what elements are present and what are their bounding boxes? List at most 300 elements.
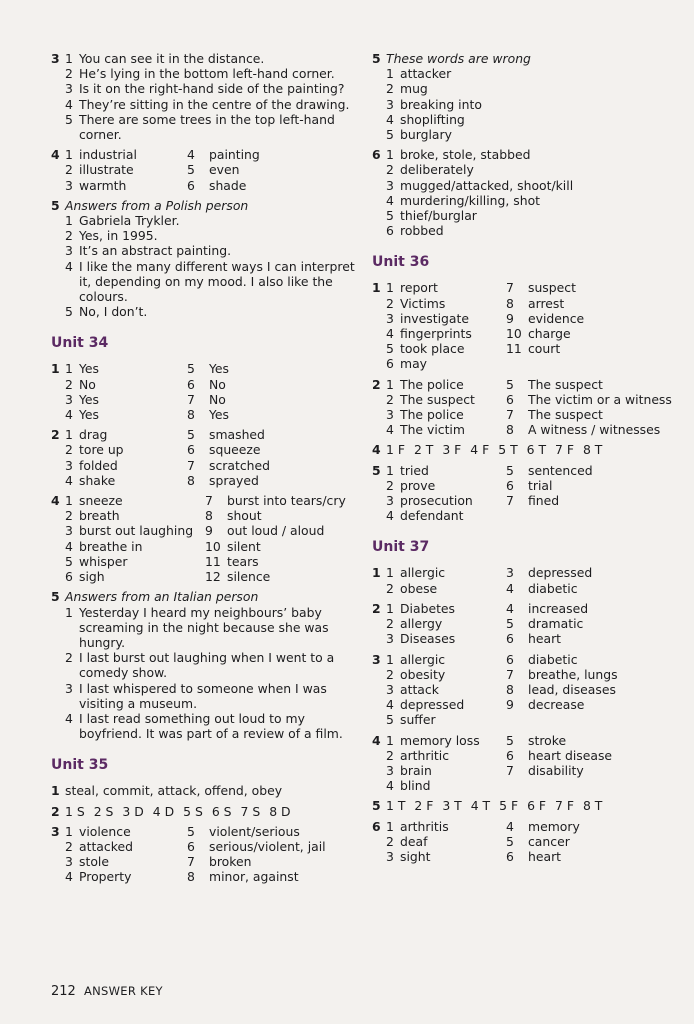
exercise-u37-3: [372, 652, 682, 728]
answer-item: [65, 508, 205, 523]
answer-text: It’s an abstract painting.: [79, 243, 232, 259]
answer-number: 1: [386, 280, 394, 296]
answer-text: report: [400, 280, 438, 296]
answer-item: 6 S: [211, 803, 232, 819]
answer-number: 2: [386, 295, 394, 311]
answer-text: No: [79, 376, 96, 392]
answer-text: Yes: [209, 361, 230, 377]
answer-item: [386, 748, 506, 763]
exercise-u35-5: [372, 51, 682, 142]
answer-text: You can see it in the distance.: [79, 51, 265, 66]
answer-number: 3: [386, 493, 394, 509]
answer-item: 4 D: [152, 803, 175, 819]
answer-text: suspect: [528, 280, 576, 296]
exercise-body: [65, 493, 366, 584]
answer-item: [506, 667, 682, 682]
answer-text: Diseases: [400, 631, 456, 647]
answer-text: The suspect: [528, 376, 603, 392]
answer-text: attack: [400, 681, 439, 697]
answer-item: [506, 601, 682, 616]
answer-text: dramatic: [528, 616, 584, 632]
answer-item: 8 T: [582, 798, 603, 814]
answer-text: attacked: [79, 838, 133, 854]
answer-number: 2: [386, 391, 394, 407]
answer-column: [65, 147, 187, 193]
answer-item: [65, 81, 366, 96]
unit-heading: Unit 35: [51, 757, 109, 774]
answer-text: Yes, in 1995.: [79, 228, 158, 244]
answer-item: [187, 869, 366, 884]
answer-column: [506, 280, 682, 371]
exercise-number: 5: [372, 462, 381, 478]
answer-item: [506, 652, 682, 667]
answer-number: 5: [386, 127, 394, 143]
answer-number: 7: [205, 493, 213, 509]
answer-number: 3: [386, 310, 394, 326]
answer-text: A witness / witnesses: [528, 422, 661, 438]
answer-number: 4: [65, 710, 73, 726]
answer-text: sentenced: [528, 462, 593, 478]
answer-item: [506, 733, 682, 748]
answer-item: [65, 854, 187, 869]
answer-item: [187, 162, 366, 177]
answer-item: 1 F: [386, 442, 405, 458]
answer-text: diabetic: [528, 580, 578, 596]
answer-item: [65, 178, 187, 193]
answer-item: [65, 112, 366, 142]
answer-item: [506, 493, 682, 508]
exercise-body: [65, 804, 366, 819]
answer-item: 5 T: [498, 442, 518, 458]
exercise-body: [65, 824, 366, 885]
answer-item: [386, 667, 506, 682]
answer-item: [65, 650, 366, 680]
answer-item: [506, 581, 682, 596]
answer-number: 6: [386, 223, 394, 239]
exercise-body: [65, 147, 366, 193]
answer-number: 4: [65, 407, 73, 423]
exercise-body: [65, 589, 366, 741]
exercise-u35-2: [51, 804, 366, 819]
answer-number: 1: [386, 565, 394, 581]
answer-column: [506, 733, 682, 794]
answer-text: trial: [528, 477, 553, 493]
answer-text: deaf: [400, 833, 428, 849]
answer-text: burst out laughing: [79, 523, 194, 539]
answer-text: fined: [528, 493, 560, 509]
answer-item: [386, 97, 682, 112]
answer-column: [386, 733, 506, 794]
answer-column: [65, 361, 187, 422]
exercise-u37-6: [372, 819, 682, 865]
answer-number: 6: [506, 848, 514, 864]
answer-text: They’re sitting in the centre of the drawing.: [79, 96, 350, 112]
answer-column: [386, 463, 506, 524]
answer-number: 8: [187, 869, 195, 885]
answer-item: [65, 361, 187, 376]
answer-text: whisper: [79, 553, 128, 569]
answer-text: violence: [79, 823, 131, 839]
answer-item: [386, 178, 682, 193]
unit-heading: Unit 36: [372, 254, 430, 271]
answer-number: 6: [506, 651, 514, 667]
answer-number: 5: [506, 616, 514, 632]
answer-item: [386, 478, 506, 493]
exercise-u36-4: [372, 442, 682, 457]
answer-item: [187, 147, 366, 162]
answer-column: [386, 280, 506, 371]
answer-text: The police: [400, 407, 464, 423]
answer-item: [506, 631, 682, 646]
answer-number: 2: [386, 666, 394, 682]
answer-item: [386, 208, 682, 223]
answer-item: [386, 326, 506, 341]
answer-item: 7 F: [555, 798, 574, 814]
answer-number: 11: [506, 341, 522, 357]
answer-number: 3: [506, 565, 514, 581]
answer-number: 1: [386, 651, 394, 667]
answer-number: 9: [506, 310, 514, 326]
answer-text: serious/violent, jail: [209, 838, 326, 854]
answer-text: No: [209, 376, 226, 392]
answer-number: 4: [506, 600, 514, 616]
answer-number: 9: [506, 697, 514, 713]
exercise-number: 6: [372, 818, 381, 834]
answer-text: The victim: [400, 422, 465, 438]
answer-column: [187, 361, 366, 422]
answer-text: burglary: [400, 127, 452, 143]
answer-item: [386, 392, 506, 407]
answer-text: No, I don’t.: [79, 304, 148, 320]
exercise-heading: Answers from a Polish person: [65, 197, 249, 213]
answer-item: 2 F: [414, 798, 434, 814]
answer-text: No: [209, 391, 226, 407]
answer-text: scratched: [209, 457, 270, 473]
answer-text: stroke: [528, 732, 567, 748]
answer-number: 6: [506, 631, 514, 647]
answer-item: [187, 427, 366, 442]
answer-text: sigh: [79, 569, 105, 585]
answer-item: [386, 147, 682, 162]
answer-item: [506, 296, 682, 311]
exercise-number: 4: [372, 442, 381, 458]
answer-number: 5: [506, 462, 514, 478]
exercise-u34-5: [51, 589, 366, 741]
answer-text: heart: [528, 631, 562, 647]
answer-item: [386, 311, 506, 326]
exercise-number: 5: [51, 589, 60, 605]
answer-text: Is it on the right-hand side of the painting?: [79, 81, 345, 97]
answer-item: 3 T: [442, 798, 462, 814]
answer-item: [386, 849, 506, 864]
answer-number: 3: [65, 243, 73, 259]
answer-item: [506, 326, 682, 341]
exercise-number: 5: [372, 798, 381, 814]
page-footer: [51, 984, 163, 999]
answer-text: shade: [209, 177, 247, 193]
answer-number: 2: [386, 616, 394, 632]
answer-number: 8: [506, 422, 514, 438]
answer-item: [506, 565, 682, 580]
answer-text: suffer: [400, 712, 436, 728]
answer-item: [506, 463, 682, 478]
answer-item: [65, 523, 205, 538]
answer-number: 8: [506, 681, 514, 697]
answer-text: even: [209, 162, 240, 178]
answer-number: 4: [386, 697, 394, 713]
answer-text: I like the many different ways I can interpret it, depending on my mood. I also like the colours.: [79, 258, 355, 305]
answer-number: 4: [386, 192, 394, 208]
answer-number: 3: [65, 523, 73, 539]
answer-item: 6 T: [526, 442, 547, 458]
answer-number: 5: [187, 361, 195, 377]
answer-text: increased: [528, 600, 589, 616]
exercise-body: [386, 798, 682, 813]
answer-number: 1: [65, 213, 73, 229]
answer-number: 8: [187, 407, 195, 423]
unit-heading: Unit 34: [51, 335, 109, 352]
answer-text: warmth: [79, 177, 127, 193]
answer-number: 2: [386, 81, 394, 97]
answer-number: 6: [386, 356, 394, 372]
answer-text: I last burst out laughing when I went to a comedy show.: [79, 650, 335, 681]
exercise-body: [386, 51, 682, 142]
answer-text: broke, stole, stabbed: [400, 147, 531, 163]
answer-text: silent: [227, 538, 261, 554]
answer-number: 2: [65, 162, 73, 178]
exercise-number: 1: [51, 783, 60, 799]
answer-text: robbed: [400, 223, 444, 239]
answer-text: I last read something out loud to my boyfriend. It was part of a review of a film.: [79, 710, 343, 742]
answer-item: [187, 392, 366, 407]
answer-text: prosecution: [400, 493, 473, 509]
answer-text: stole: [79, 854, 109, 870]
answer-text: sight: [400, 848, 431, 864]
answer-item: [386, 66, 682, 81]
answer-text: investigate: [400, 310, 469, 326]
exercise-u33-5: [51, 198, 366, 320]
answer-item: [65, 824, 187, 839]
answer-number: 4: [65, 869, 73, 885]
answer-item: [205, 539, 366, 554]
answer-item: [386, 193, 682, 208]
answer-item: [187, 839, 366, 854]
exercise-body: [386, 565, 682, 595]
answer-item: [506, 280, 682, 295]
answer-item: [65, 869, 187, 884]
answer-item: [386, 127, 682, 142]
exercise-body: [386, 733, 682, 794]
answer-number: 4: [65, 258, 73, 274]
answer-item: [386, 565, 506, 580]
answer-number: 2: [386, 747, 394, 763]
exercise-number: 6: [372, 147, 381, 163]
answer-text: charge: [528, 326, 571, 342]
exercise-number: 2: [51, 427, 60, 443]
exercise-body: [386, 377, 682, 438]
answer-text: lead, diseases: [528, 681, 616, 697]
answer-number: 7: [187, 457, 195, 473]
exercise-number: 5: [51, 197, 60, 213]
answer-column: [187, 824, 366, 885]
answer-number: 4: [187, 147, 195, 163]
answer-column: [386, 377, 506, 438]
answer-item: 2 T: [413, 442, 434, 458]
exercise-body: [386, 463, 682, 524]
answer-text: industrial: [79, 147, 137, 163]
answer-number: 3: [386, 681, 394, 697]
answer-number: 5: [65, 111, 73, 127]
answer-text: Yes: [209, 407, 230, 423]
answer-item: [65, 243, 366, 258]
exercise-body: [65, 51, 366, 142]
answer-number: 6: [187, 838, 195, 854]
answer-number: 5: [506, 376, 514, 392]
answer-number: 2: [65, 66, 73, 82]
answer-item: [65, 442, 187, 457]
answer-number: 4: [386, 422, 394, 438]
answer-item: [65, 162, 187, 177]
answer-number: 7: [506, 407, 514, 423]
answer-column: [386, 565, 506, 595]
answer-number: 1: [386, 732, 394, 748]
answer-number: 1: [386, 818, 394, 834]
answer-item: [386, 712, 506, 727]
answer-number: 3: [386, 848, 394, 864]
answer-column: [506, 601, 682, 647]
answer-text: depressed: [528, 565, 593, 581]
answer-item: [65, 147, 187, 162]
answer-item: [506, 392, 682, 407]
exercise-u35-1: [51, 783, 366, 798]
answer-item: [386, 682, 506, 697]
answer-number: 1: [65, 361, 73, 377]
answer-item: [65, 458, 187, 473]
answer-column: [386, 652, 506, 728]
answer-number: 3: [386, 96, 394, 112]
answer-number: 2: [386, 162, 394, 178]
answer-item: 1 T: [386, 798, 406, 814]
answer-item: [386, 508, 506, 523]
answer-number: 5: [386, 208, 394, 224]
answer-column: [187, 427, 366, 488]
answer-number: 1: [386, 600, 394, 616]
exercise-u36-5: [372, 463, 682, 524]
answer-number: 5: [187, 162, 195, 178]
exercise-u35-6: [372, 147, 682, 238]
answer-item: [506, 697, 682, 712]
exercise-heading: Answers from an Italian person: [65, 589, 259, 605]
answer-number: 3: [386, 407, 394, 423]
answer-text: mugged/attacked, shoot/kill: [400, 177, 574, 193]
answer-number: 12: [205, 569, 221, 585]
answer-text: Victims: [400, 295, 446, 311]
answer-text: tried: [400, 462, 429, 478]
exercise-number: 3: [372, 651, 381, 667]
exercise-number: 1: [51, 361, 60, 377]
answer-item: [187, 377, 366, 392]
answer-number: 4: [506, 818, 514, 834]
answer-number: 1: [65, 51, 73, 66]
answer-number: 10: [205, 538, 221, 554]
answer-item: [187, 854, 366, 869]
answer-text: There are some trees in the top left-hand corner.: [79, 111, 335, 143]
answer-text: violent/serious: [209, 823, 300, 839]
answer-item: [386, 407, 506, 422]
answer-text: deliberately: [400, 162, 474, 178]
answer-number: 5: [65, 304, 73, 320]
answer-text: may: [400, 356, 427, 372]
answer-item: [65, 304, 366, 319]
answer-item: [65, 427, 187, 442]
answer-item: [386, 631, 506, 646]
answer-item: [386, 616, 506, 631]
answer-item: [506, 478, 682, 493]
answer-text: disability: [528, 762, 584, 778]
answer-number: 4: [386, 778, 394, 794]
answer-number: 5: [187, 427, 195, 443]
answer-number: 3: [65, 81, 73, 97]
answer-item: [65, 66, 366, 81]
answer-text: decrease: [528, 697, 585, 713]
answer-item: [386, 778, 506, 793]
answer-item: [386, 112, 682, 127]
answer-column: [65, 427, 187, 488]
answer-number: 1: [386, 147, 394, 163]
answer-text: took place: [400, 341, 465, 357]
answer-number: 7: [506, 280, 514, 296]
exercise-number: 4: [372, 732, 381, 748]
answer-number: 8: [506, 295, 514, 311]
exercise-number: 3: [51, 823, 60, 839]
answer-item: [187, 824, 366, 839]
exercise-body: [65, 427, 366, 488]
answer-number: 7: [187, 854, 195, 870]
answer-item: [506, 407, 682, 422]
answer-column: [506, 565, 682, 595]
answer-text: depressed: [400, 697, 465, 713]
answer-item: [506, 763, 682, 778]
exercise-number: 1: [372, 280, 381, 296]
answer-item: [506, 377, 682, 392]
answer-column: [506, 819, 682, 865]
answer-item: [65, 259, 366, 305]
answer-text: cancer: [528, 833, 570, 849]
answer-text: The police: [400, 376, 464, 392]
answer-number: 5: [506, 732, 514, 748]
answer-text: The suspect: [400, 391, 475, 407]
answer-number: 4: [65, 96, 73, 112]
exercise-u36-1: [372, 280, 682, 371]
exercise-body: [386, 280, 682, 371]
answer-item: [65, 407, 187, 422]
answer-column: [187, 147, 366, 193]
answer-text: broken: [209, 854, 252, 870]
answer-item: [386, 296, 506, 311]
answer-item: 6 F: [527, 798, 547, 814]
answer-item: 5 S: [183, 803, 203, 819]
answer-item: [506, 682, 682, 697]
answer-text: blind: [400, 778, 431, 794]
answer-text: thief/burglar: [400, 208, 477, 224]
answer-text: Yesterday I heard my neighbours’ baby screaming in the night because she was hungry.: [79, 604, 329, 650]
answer-text: The suspect: [528, 407, 603, 423]
answer-item: [65, 493, 205, 508]
answer-column: [506, 463, 682, 524]
answer-text: shake: [79, 472, 116, 488]
answer-text: sprayed: [209, 472, 259, 488]
exercise-u36-2: [372, 377, 682, 438]
